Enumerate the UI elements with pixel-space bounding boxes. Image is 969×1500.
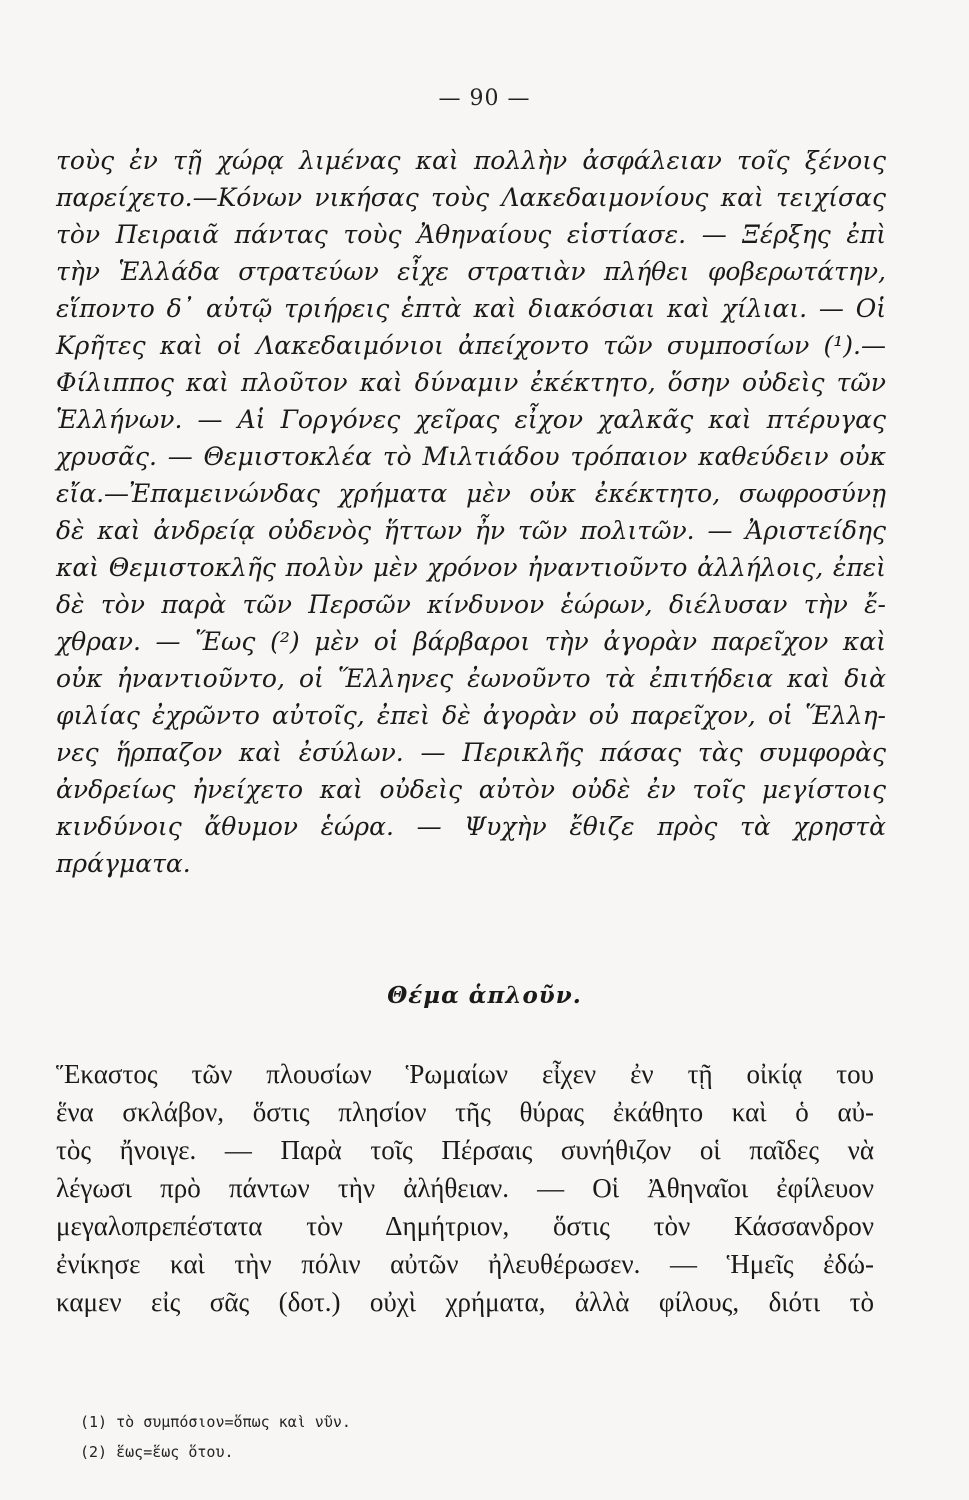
text-line: λέγωσι πρὸ πάντων τὴν ἀλήθειαν. — Οἱ Ἀθηναῖοι ἐφίλευον [56,1173,874,1203]
page-number: — 90 — [438,86,531,111]
text-line: ἐνίκησε καὶ τὴν πόλιν αὐτῶν ἠλευθέρωσεν. — Ἡμεῖς ἐδώ- [56,1249,874,1279]
text-line: τὴν Ἑλλάδα στρατεύων εἶχε στρατιὰν πλήθει φοβερωτάτην, [56,257,886,286]
text-line: τοὺς ἐν τῇ χώρᾳ λιμένας καὶ πολλὴν ἀσφάλειαν τοῖς ξένοις [56,146,886,175]
text-line: εἵποντο δ᾽ αὐτῷ τριήρεις ἑπτὰ καὶ διακόσιαι καὶ χίλιαι. — Οἱ [56,294,886,323]
text-line: παρείχετο.—Κόνων νικήσας τοὺς Λακεδαιμονίους καὶ τειχίσας [56,183,886,212]
text-line: χρυσᾶς. — Θεμιστοκλέα τὸ Μιλτιάδου τρόπαιον καθεύδειν οὐκ [56,442,886,471]
exercise-text-lower [56,1055,874,1321]
text-line: ἀνδρείως ἠνείχετο καὶ οὐδεὶς αὐτὸν οὐδὲ ἐν τοῖς μεγίστοις [56,775,886,804]
text-line: οὐκ ἠναντιοῦντο, οἱ Ἕλληνες ἐωνοῦντο τὰ ἐπιτήδεια καὶ διὰ [56,664,886,693]
text-line: δὲ καὶ ἀνδρείᾳ οὐδενὸς ἥττων ἦν τῶν πολιτῶν. — Ἀριστείδης [56,516,886,545]
text-line: Φίλιππος καὶ πλοῦτον καὶ δύναμιν ἐκέκτητο, ὅσην οὐδεὶς τῶν [56,368,886,397]
text-line: Κρῆτες καὶ οἱ Λακεδαιμόνιοι ἀπείχοντο τῶν συμποσίων (¹).— [56,331,886,360]
text-line: τὸν Πειραιᾶ πάντας τοὺς Ἀθηναίους εἱστίασε. — Ξέρξης ἐπὶ [56,220,886,249]
text-line: μεγαλοπρεπέστατα τὸν Δημήτριον, ὅστις τὸν Κάσσανδρον [56,1211,874,1241]
footnote-2: (2) ἕως=ἕως ὅτου. [80,1443,234,1461]
text-line: εἴα.—Ἐπαμεινώνδας χρήματα μὲν οὐκ ἐκέκτητο, σωφροσύνῃ [56,479,886,508]
footnotes [80,1407,680,1467]
footnote-1: (1) τὸ συμπόσιον=ὅπως καὶ νῦν. [80,1413,351,1431]
text-line: κινδύνοις ἄθυμον ἑώρα. — Ψυχὴν ἔθιζε πρὸς τὰ χρηστὰ [56,812,886,841]
text-line: ἕνα σκλάβον, ὅστις πλησίον τῆς θύρας ἐκάθητο καὶ ὁ αὐ- [56,1097,874,1127]
text-line: πράγματα. [56,849,191,878]
section-heading: Θέμα ἁπλοῦν. [387,982,582,1009]
text-line: καὶ Θεμιστοκλῆς πολὺν μὲν χρόνον ἠναντιοῦντο ἀλλήλοις, ἐπεὶ [56,553,886,582]
text-line: νες ἥρπαζον καὶ ἐσύλων. — Περικλῆς πάσας τὰς συμφορὰς [56,738,886,767]
text-line: χθραν. — Ἕως (²) μὲν οἱ βάρβαροι τὴν ἀγορὰν παρεῖχον καὶ [56,627,886,656]
text-line: φιλίας ἐχρῶντο αὐτοῖς, ἐπεὶ δὲ ἀγορὰν οὐ παρεῖχον, οἱ Ἕλλη- [56,701,886,730]
exercise-text-upper [56,142,886,882]
text-line: Ἕκαστος τῶν πλουσίων Ῥωμαίων εἶχεν ἐν τῇ οἰκίᾳ του [56,1059,874,1089]
text-line: τὸς ἤνοιγε. — Παρὰ τοῖς Πέρσαις συνήθιζον οἱ παῖδες νὰ [56,1135,874,1165]
text-line: καμεν εἰς σᾶς (δοτ.) οὐχὶ χρήματα, ἀλλὰ φίλους, διότι τὸ [56,1287,874,1317]
text-line: Ἑλλήνων. — Αἱ Γοργόνες χεῖρας εἶχον χαλκᾶς καὶ πτέρυγας [56,405,886,434]
text-line: δὲ τὸν παρὰ τῶν Περσῶν κίνδυνον ἑώρων, διέλυσαν τὴν ἔ- [56,590,886,619]
